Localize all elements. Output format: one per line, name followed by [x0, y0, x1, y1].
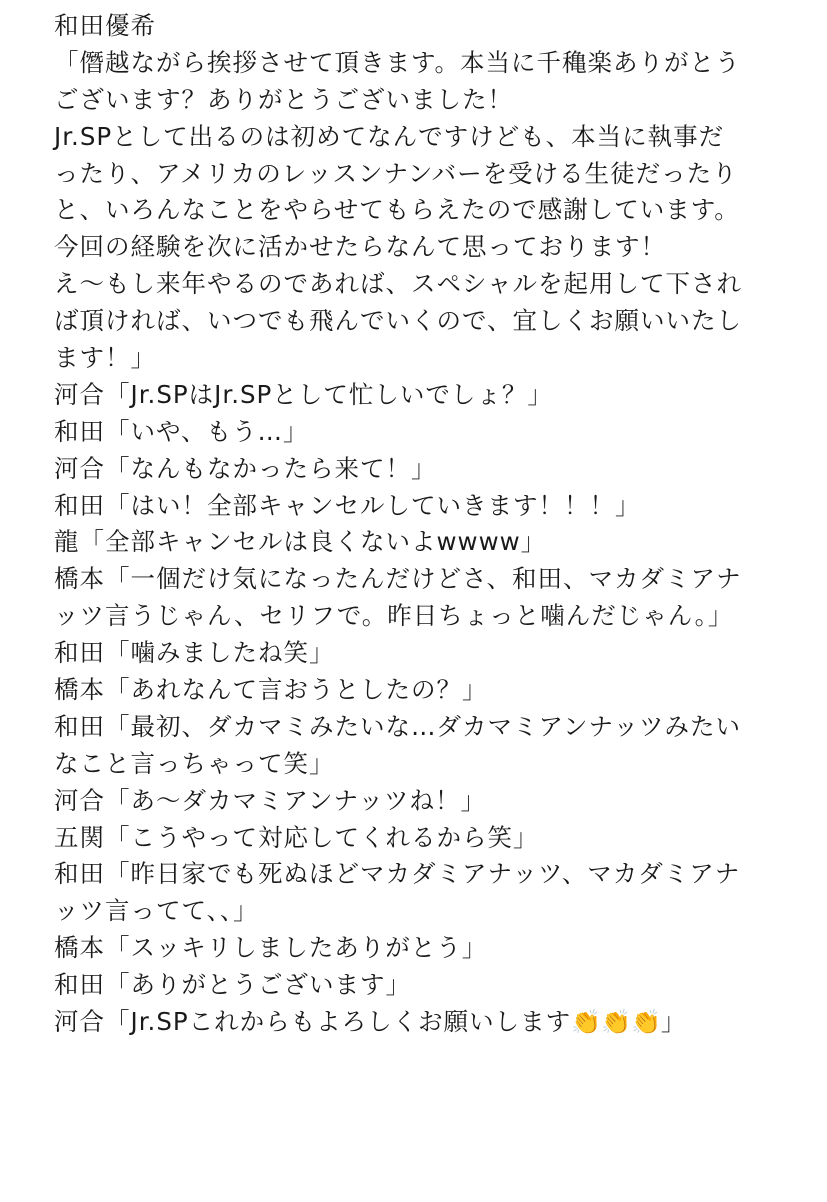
text-line: 橋本「あれなんて言おうとしたの？」 [54, 675, 488, 705]
text-line: 河合「なんもなかったら来て！」 [54, 453, 437, 483]
clapping-hands-icon: 👏 [601, 1008, 631, 1037]
text-line: 五関「こうやって対応してくれるから笑」 [54, 822, 539, 852]
document-body [54, 8, 814, 1041]
text-line: ッツ言ってて、、」 [54, 896, 259, 926]
text-line: ったり、アメリカのレッスンナンバーを受ける生徒だったり [54, 158, 738, 188]
text-line: 橋本「スッキリしましたありがとう」 [54, 933, 488, 963]
text-line: 橋本「一個だけ気になったんだけどさ、和田、マカダミアナ [54, 564, 742, 594]
text-line: 和田優希 [54, 11, 156, 40]
text-line: なこと言っちゃって笑」 [54, 748, 335, 778]
text-line: 和田「はい！全部キャンセルしていきます！！！」 [54, 490, 641, 520]
text-line: ます！」 [54, 343, 156, 373]
text-line: 龍「全部キャンセルは良くないよwwww」 [54, 527, 547, 557]
text-line: 「僭越ながら挨拶させて頂きます。本当に千穐楽ありがとう [54, 47, 741, 77]
text-line: え〜もし来年やるのであれば、スペシャルを起用して下され [54, 269, 743, 299]
text-line: 河合「Jr.SPはJr.SPとして忙しいでしょ？」 [54, 379, 553, 409]
closing-bracket: 」 [660, 1007, 687, 1037]
text-line: 和田「いや、もう…」 [54, 416, 309, 446]
text-line-last [54, 1004, 814, 1041]
text-line: ば頂ければ、いつでも飛んでいくので、宜しくお願いいたし [54, 306, 743, 336]
text-line: 和田「昨日家でも死ぬほどマカダミアナッツ、マカダミアナ [54, 859, 741, 889]
text-line: 河合「あ〜ダカマミアンナッツね！」 [54, 785, 487, 815]
text-line: ッツ言うじゃん、セリフで。昨日ちょっと噛んだじゃん。」 [54, 601, 734, 631]
clapping-hands-icon: 👏 [571, 1008, 602, 1037]
text-line: 和田「最初、ダカマミみたいな…ダカマミアンナッツみたい [54, 711, 742, 741]
text-line: Jr.SPとして出るのは初めてなんですけども、本当に執事だ [54, 121, 725, 151]
text-line: ございます？ありがとうございました！ [54, 84, 513, 114]
text-line: 和田「ありがとうございます」 [54, 970, 411, 1000]
last-line-text: 河合「Jr.SPこれからもよろしくお願いします [54, 1007, 572, 1037]
text-line: 今回の経験を次に活かせたらなんて思っております！ [54, 232, 666, 262]
text-line: 和田「噛みましたね笑」 [54, 638, 335, 668]
text-line: と、いろんなことをやらせてもらえたので感謝しています。 [54, 195, 740, 225]
clapping-hands-icon: 👏 [630, 1008, 661, 1037]
